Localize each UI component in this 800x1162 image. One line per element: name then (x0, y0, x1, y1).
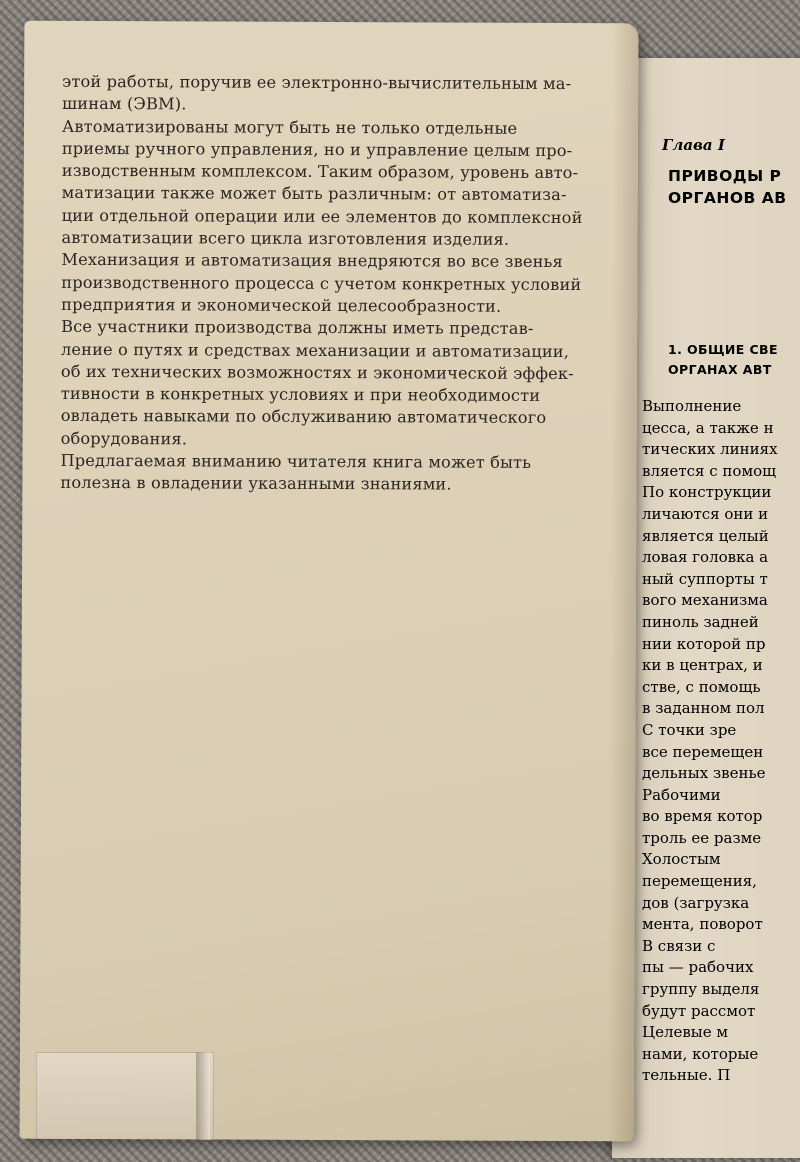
right-text-line: пы — рабочих (642, 958, 754, 977)
subheading-line: ОРГАНАХ АВТ (668, 362, 772, 377)
left-text-line: изводственным комплексом. Таким образом, уровень авто- (61, 161, 579, 183)
right-text-line: дов (загрузка (642, 893, 750, 912)
right-text-line: вляется с помощ (642, 461, 777, 480)
left-text-line: шинам (ЭВМ). (62, 94, 187, 114)
right-text-line: троль ее разме (642, 828, 762, 847)
right-text-line: в заданном пол (642, 699, 765, 718)
right-text-line: цесса, а также н (642, 418, 774, 437)
section-heading (668, 340, 778, 380)
left-text-line: матизации также может быть различным: от автоматиза- (61, 183, 567, 205)
heading-line: ОРГАНОВ АВ (668, 189, 787, 207)
right-page (612, 58, 800, 1158)
left-text-line: автоматизации всего цикла изготовления изделия. (61, 227, 510, 249)
right-text-line: С точки зре (642, 720, 737, 739)
right-text-line: ки в центрах, и (642, 656, 763, 675)
left-text-line: тивности в конкретных условиях и при необходимости (60, 383, 541, 406)
right-page-body (642, 396, 778, 1087)
left-text-line: ции отдельной операции или ее элементов до комплексной (61, 205, 583, 227)
right-text-line: все перемещен (642, 742, 764, 761)
tape-strip (36, 1052, 214, 1139)
right-text-line: нами, которые (642, 1044, 759, 1063)
right-text-line: будут рассмот (642, 1001, 756, 1020)
right-text-line: Выполнение (642, 397, 742, 415)
right-text-line: пиноль задней (642, 612, 759, 631)
left-text-line: ление о путях и средствах механизации и автоматизации, (60, 339, 570, 361)
right-text-line: тельные. П (642, 1066, 731, 1085)
left-text-line: оборудования. (60, 428, 188, 449)
left-text-line: приемы ручного управления, но и управление целым про- (61, 138, 573, 160)
right-text-line: во время котор (642, 807, 763, 826)
left-text-line: Механизация и автоматизация внедряются во все звенья (61, 250, 563, 272)
right-text-line: вого механизма (642, 591, 768, 610)
right-text-line: перемещения, (642, 872, 757, 891)
right-text-line: ный суппорты т (642, 569, 768, 588)
tape-edge (196, 1052, 210, 1140)
subheading-line: 1. ОБЩИЕ СВЕ (668, 342, 778, 357)
right-text-line: По конструкции (642, 483, 772, 502)
left-text-line: овладеть навыками по обслуживанию автоматического (60, 406, 547, 428)
right-text-line: Рабочими (642, 785, 721, 804)
heading-line: ПРИВОДЫ Р (668, 167, 782, 185)
right-text-line: Холостым (642, 850, 721, 869)
left-text-line: производственного процесса с учетом конкретных условий (61, 272, 582, 294)
right-text-line: личаются они и (642, 504, 769, 523)
left-text-line: этой работы, поручив ее электронно-вычислительным ма- (62, 71, 572, 94)
right-text-line: В связи с (642, 936, 716, 955)
right-text-line: тических линиях (642, 440, 778, 459)
right-text-line: нии которой пр (642, 634, 766, 653)
right-text-line: стве, с помощь (642, 677, 761, 696)
left-text-line: Предлагаемая вниманию читателя книга может быть (60, 450, 532, 472)
left-text-line: об их технических возможностях и экономической эффек- (60, 361, 574, 383)
right-text-line: является целый (642, 526, 769, 545)
left-text-line: Автоматизированы могут быть не только отдельные (61, 116, 518, 138)
left-text-line: предприятия и экономической целесообразности. (61, 294, 502, 316)
chapter-heading (668, 165, 787, 209)
gutter-shadow (608, 23, 639, 1141)
right-text-line: Целевые м (642, 1023, 729, 1042)
right-text-line: мента, поворот (642, 915, 763, 934)
left-text-line: Все участники производства должны иметь представ- (61, 317, 534, 339)
left-page (20, 21, 639, 1142)
right-text-line: ловая головка а (642, 548, 769, 567)
left-text-line: полезна в овладении указанными знаниями. (60, 473, 452, 494)
left-page-body (60, 71, 638, 497)
chapter-label: Глава I (662, 136, 725, 154)
right-text-line: дельных звенье (642, 764, 766, 783)
right-text-line: группу выделя (642, 980, 760, 999)
